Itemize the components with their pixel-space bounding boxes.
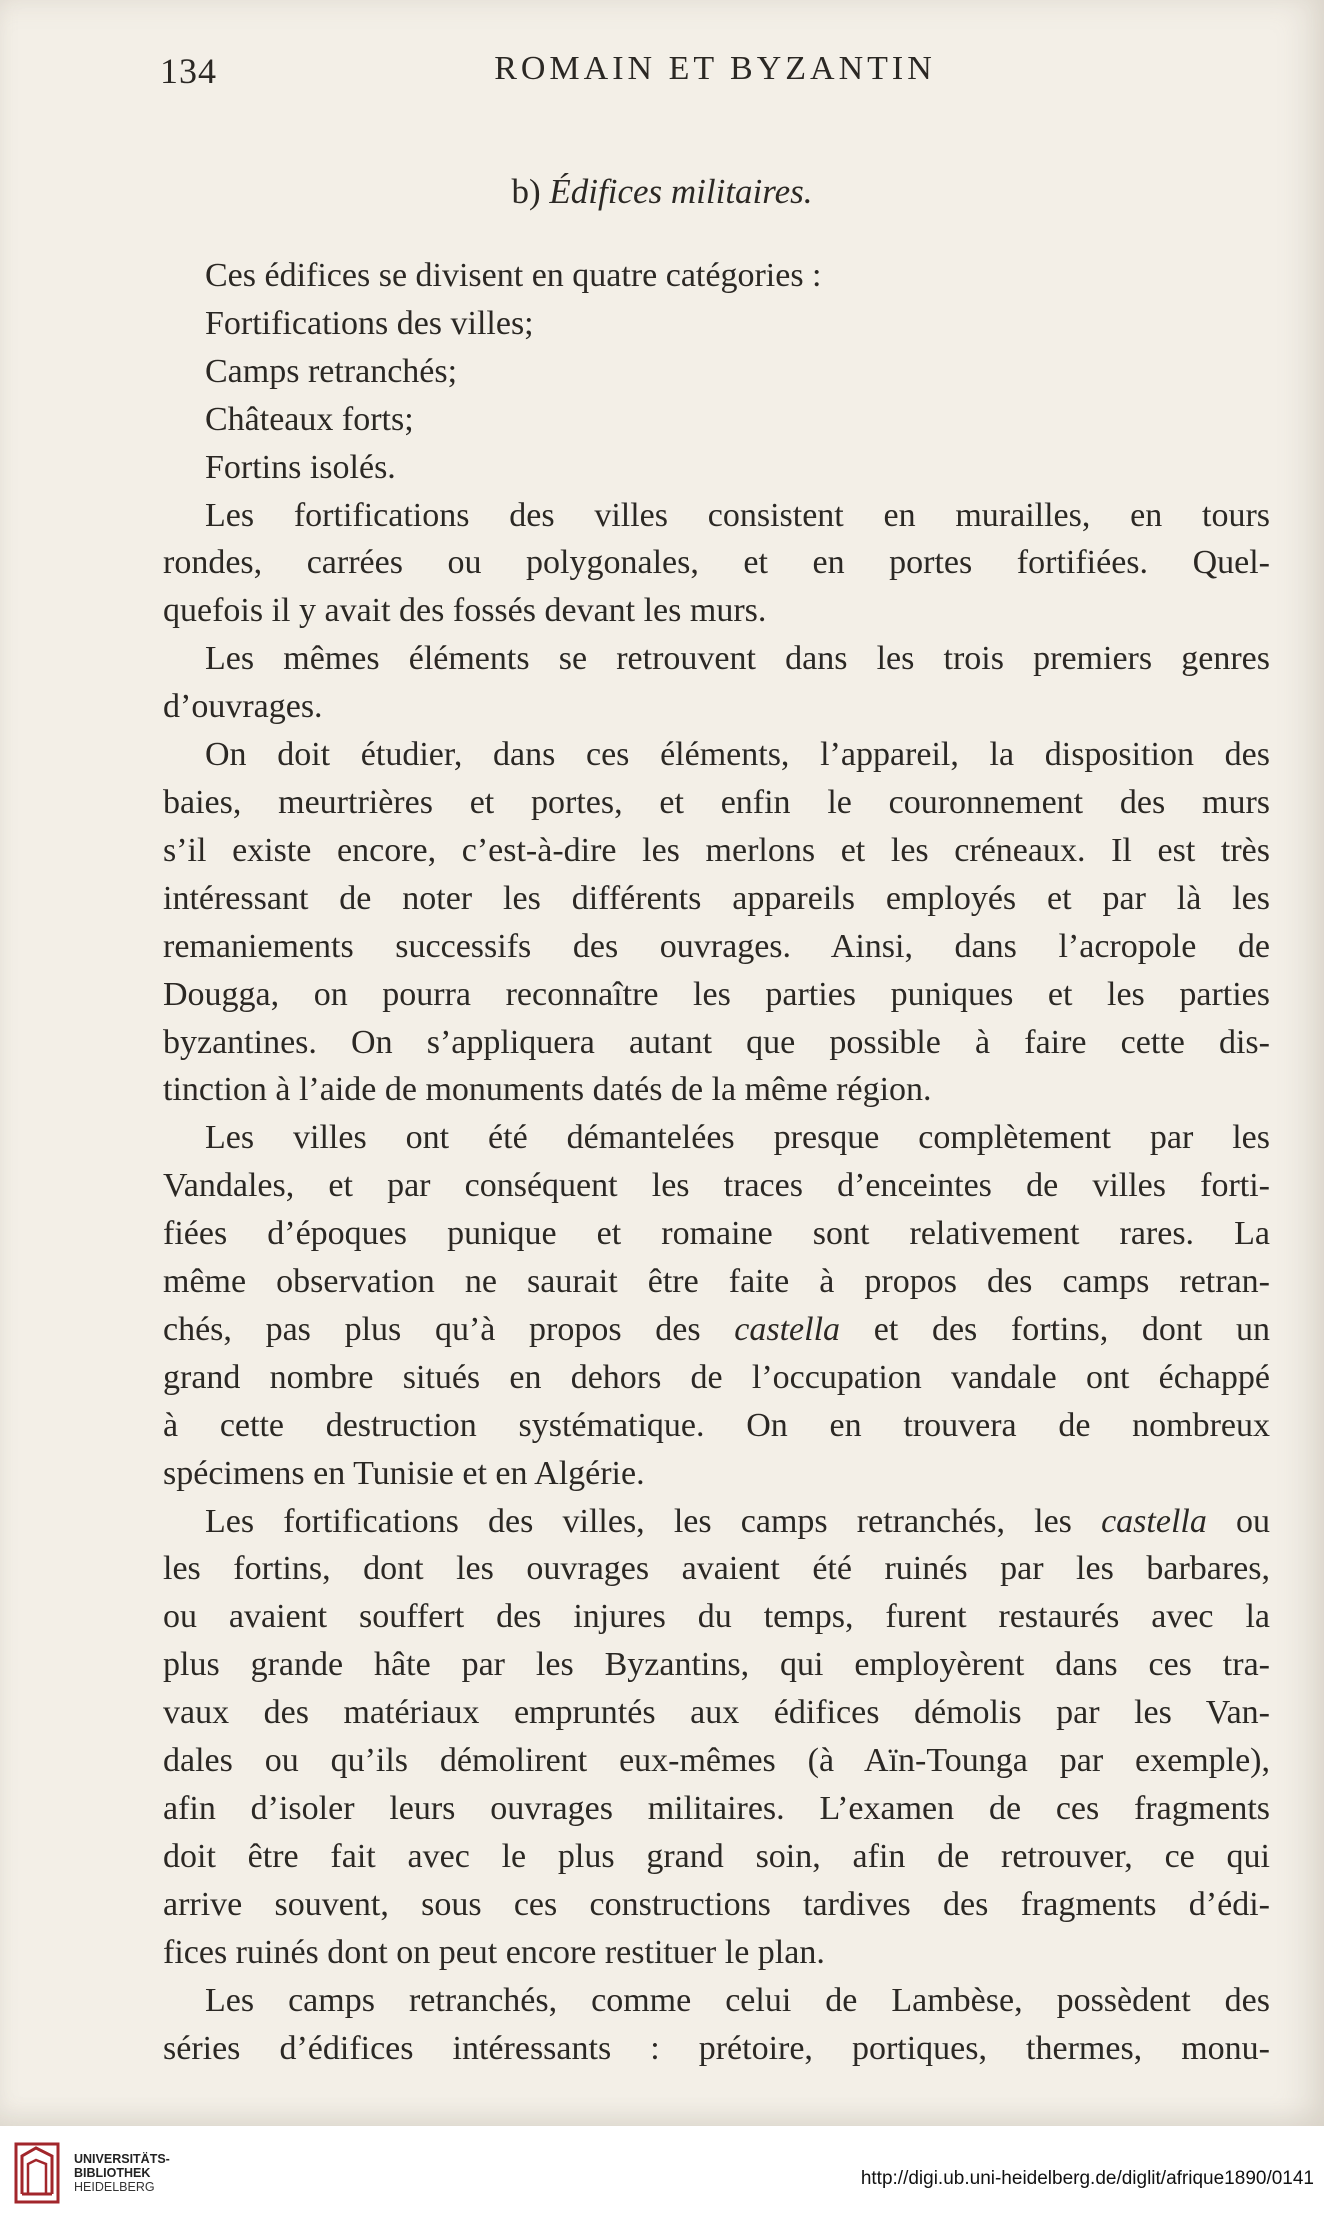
text-line: fiées d’époques punique et romaine sont relativement rares. La bbox=[163, 1215, 1270, 1253]
text-span: ou bbox=[1236, 1502, 1271, 1540]
text-line: spécimens en Tunisie et en Algérie. bbox=[163, 1454, 645, 1492]
text-line: Fortins isolés. bbox=[205, 448, 396, 486]
text-line: vaux des matériaux empruntés aux édifices démolis par les Van- bbox=[163, 1694, 1270, 1732]
text-line: Vandales, et par conséquent les traces d’enceintes de villes forti- bbox=[163, 1167, 1270, 1205]
page-number: 134 bbox=[160, 51, 217, 91]
text-line: byzantines. On s’appliquera autant que possible à faire cette dis- bbox=[163, 1023, 1270, 1061]
body-text bbox=[163, 252, 1270, 2072]
text-line: fices ruinés dont on peut encore restituer le plan. bbox=[163, 1933, 825, 1971]
text-line: ou avaient souffert des injures du temps, furent restaurés avec la bbox=[163, 1598, 1270, 1636]
section-heading-title: Édifices militaires. bbox=[549, 172, 813, 211]
text-line: à cette destruction systématique. On en trouvera de nombreux bbox=[163, 1406, 1270, 1444]
text-line: Dougga, on pourra reconnaître les parties puniques et les parties bbox=[163, 975, 1270, 1013]
italic-term: castella bbox=[1101, 1502, 1207, 1540]
text-line: s’il existe encore, c’est-à-dire les merlons et les créneaux. Il est très bbox=[163, 831, 1270, 869]
text-span: chés, pas plus qu’à propos des bbox=[163, 1310, 701, 1348]
library-name-line: HEIDELBERG bbox=[74, 2180, 155, 2194]
text-line: les fortins, dont les ouvrages avaient été ruinés par les barbares, bbox=[163, 1550, 1270, 1588]
text-line: rondes, carrées ou polygonales, et en portes fortifiées. Quel- bbox=[163, 544, 1270, 582]
text-line: tinction à l’aide de monuments datés de la même région. bbox=[163, 1071, 932, 1109]
section-heading-prefix: b) bbox=[511, 172, 541, 211]
text-line bbox=[163, 1306, 1270, 1354]
page-header bbox=[160, 50, 1270, 100]
text-line: Les villes ont été démantelées presque complètement par les bbox=[205, 1119, 1270, 1157]
italic-term: castella bbox=[734, 1310, 841, 1348]
text-line: séries d’édifices intéressants : prétoire, portiques, thermes, monu- bbox=[163, 2029, 1270, 2067]
text-line: Châteaux forts; bbox=[205, 400, 414, 438]
text-line bbox=[163, 1498, 1270, 1546]
text-line: d’ouvrages. bbox=[163, 688, 323, 726]
section-heading bbox=[0, 172, 1324, 212]
text-line: intéressant de noter les différents appareils employés et par là les bbox=[163, 879, 1270, 917]
text-line: même observation ne saurait être faite à propos des camps retran- bbox=[163, 1263, 1270, 1301]
text-line: On doit étudier, dans ces éléments, l’appareil, la disposition des bbox=[205, 736, 1270, 774]
text-span: et des fortins, dont un bbox=[873, 1310, 1271, 1348]
text-span: Les fortifications des villes, les camps retranchés, les bbox=[205, 1502, 1072, 1540]
text-line: afin d’isoler leurs ouvrages militaires. L’examen de ces fragments bbox=[163, 1790, 1270, 1827]
text-line: doit être fait avec le plus grand soin, afin de retrouver, ce qui bbox=[163, 1837, 1270, 1875]
text-line: Ces édifices se divisent en quatre catégories : bbox=[205, 257, 822, 294]
text-line: grand nombre situés en dehors de l’occupation vandale ont échappé bbox=[163, 1358, 1270, 1396]
footer-bar bbox=[0, 2126, 1324, 2226]
library-logo-icon bbox=[14, 2142, 60, 2204]
running-head: ROMAIN ET BYZANTIN bbox=[494, 50, 936, 87]
text-line: Camps retranchés; bbox=[205, 352, 458, 390]
text-line: quefois il y avait des fossés devant les murs. bbox=[163, 592, 767, 630]
text-line: Fortifications des villes; bbox=[205, 304, 534, 342]
text-line: arrive souvent, sous ces constructions tardives des fragments d’édi- bbox=[163, 1885, 1270, 1923]
text-line: remaniements successifs des ouvrages. Ainsi, dans l’acropole de bbox=[163, 927, 1270, 965]
text-line: plus grande hâte par les Byzantins, qui employèrent dans ces tra- bbox=[163, 1646, 1270, 1684]
text-line: baies, meurtrières et portes, et enfin le couronnement des murs bbox=[163, 783, 1270, 821]
library-name bbox=[74, 2152, 170, 2194]
text-line: dales ou qu’ils démolirent eux-mêmes (à Aïn-Tounga par exemple), bbox=[163, 1742, 1270, 1780]
library-name-line: BIBLIOTHEK bbox=[74, 2166, 151, 2180]
library-name-line: UNIVERSITÄTS- bbox=[74, 2152, 170, 2166]
source-url[interactable]: http://digi.ub.uni-heidelberg.de/diglit/afrique1890/0141 bbox=[860, 2168, 1314, 2189]
text-line: Les fortifications des villes consistent en murailles, en tours bbox=[205, 496, 1270, 534]
text-line: Les camps retranchés, comme celui de Lambèse, possèdent des bbox=[205, 1981, 1270, 2019]
text-line: Les mêmes éléments se retrouvent dans les trois premiers genres bbox=[205, 640, 1270, 678]
